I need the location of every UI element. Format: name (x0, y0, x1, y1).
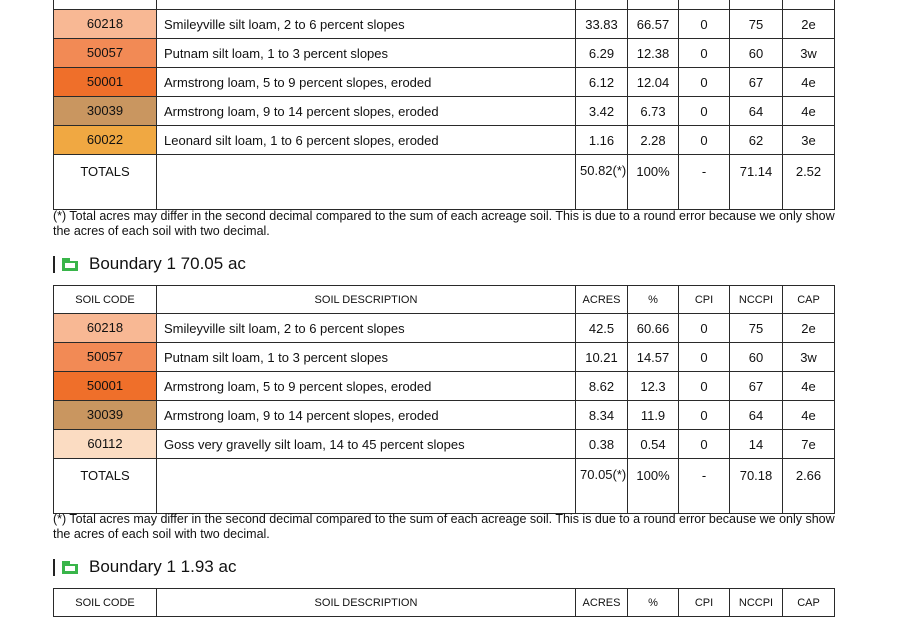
header-acres: ACRES (576, 286, 628, 314)
percent-cell: 60.66 (628, 314, 679, 343)
percent-cell: 6.73 (628, 97, 679, 126)
cpi-cell: 0 (679, 10, 730, 39)
acres-cell: 6.12 (576, 68, 628, 97)
rounding-note: (*) Total acres may differ in the second decimal compared to the sum of each acreage soil. This is due to a round error because we only show the acres of each soil with two decimal. (53, 209, 835, 238)
table-row (54, 314, 835, 343)
percent-cell: 12.38 (628, 39, 679, 68)
soil-description-cell: Armstrong loam, 9 to 14 percent slopes, eroded (157, 401, 576, 430)
header-percent: % (628, 286, 679, 314)
soil-color-swatch: 60218 (54, 314, 156, 342)
header-soil-code: SOIL CODE (54, 286, 157, 314)
cpi-cell: 0 (679, 314, 730, 343)
table-row (54, 97, 835, 126)
empty-cell (157, 459, 576, 514)
total-percent-cell: 100% (628, 155, 679, 210)
soil-code-cell (54, 126, 157, 155)
header-cpi: CPI (679, 589, 730, 617)
table-row (54, 10, 835, 39)
soil-code-cell (54, 97, 157, 126)
percent-cell: 12.3 (628, 372, 679, 401)
cap-cell: 4e (783, 68, 835, 97)
soil-table-2 (53, 285, 835, 514)
nccpi-cell: 67 (730, 372, 783, 401)
header-acres (576, 0, 628, 10)
total-percent-cell: 100% (628, 459, 679, 514)
soil-color-swatch: 50001 (54, 372, 156, 400)
soil-code-cell (54, 314, 157, 343)
cap-cell: 3e (783, 126, 835, 155)
acres-cell: 3.42 (576, 97, 628, 126)
header-nccpi: NCCPI (730, 286, 783, 314)
acres-cell: 8.62 (576, 372, 628, 401)
soil-code-cell (54, 343, 157, 372)
soil-color-swatch: 50057 (54, 343, 156, 371)
total-cap-cell: 2.66 (783, 459, 835, 514)
nccpi-cell: 67 (730, 68, 783, 97)
acres-cell: 8.34 (576, 401, 628, 430)
nccpi-cell: 64 (730, 401, 783, 430)
soil-description-cell: Armstrong loam, 5 to 9 percent slopes, eroded (157, 372, 576, 401)
header-cap: CAP (783, 286, 835, 314)
nccpi-cell: 64 (730, 97, 783, 126)
totals-label: TOTALS (54, 459, 157, 514)
cap-cell: 7e (783, 430, 835, 459)
boundary-title: Boundary 1 70.05 ac (89, 254, 246, 273)
soil-code-cell (54, 10, 157, 39)
percent-cell: 0.54 (628, 430, 679, 459)
heading-divider (53, 559, 55, 576)
header-cap (783, 0, 835, 10)
soil-code-cell (54, 401, 157, 430)
soil-color-swatch: 50001 (54, 68, 156, 96)
soil-code-cell (54, 68, 157, 97)
totals-label: TOTALS (54, 155, 157, 210)
soil-table-1 (53, 0, 835, 210)
boundary-title: Boundary 1 1.93 ac (89, 557, 237, 576)
percent-cell: 2.28 (628, 126, 679, 155)
soil-description-cell: Smileyville silt loam, 2 to 6 percent slopes (157, 10, 576, 39)
acres-cell: 42.5 (576, 314, 628, 343)
nccpi-cell: 75 (730, 314, 783, 343)
table-header-row (54, 0, 835, 10)
header-soil-description: SOIL DESCRIPTION (157, 286, 576, 314)
header-soil-code: SOIL CODE (54, 589, 157, 617)
total-cpi-cell: - (679, 459, 730, 514)
header-cpi (679, 0, 730, 10)
header-percent: % (628, 589, 679, 617)
soil-color-swatch: 60112 (54, 430, 156, 458)
cap-cell: 4e (783, 401, 835, 430)
acres-cell: 33.83 (576, 10, 628, 39)
header-cpi: CPI (679, 286, 730, 314)
soil-code-cell (54, 39, 157, 68)
totals-row (54, 155, 835, 210)
table-row (54, 372, 835, 401)
header-percent (628, 0, 679, 10)
percent-cell: 11.9 (628, 401, 679, 430)
percent-cell: 14.57 (628, 343, 679, 372)
cpi-cell: 0 (679, 68, 730, 97)
boundary-heading (53, 252, 246, 276)
cap-cell: 2e (783, 10, 835, 39)
header-soil-description: SOIL DESCRIPTION (157, 589, 576, 617)
nccpi-cell: 75 (730, 10, 783, 39)
percent-cell: 12.04 (628, 68, 679, 97)
table-row (54, 430, 835, 459)
soil-description-cell: Armstrong loam, 5 to 9 percent slopes, eroded (157, 68, 576, 97)
header-acres: ACRES (576, 589, 628, 617)
table-row (54, 68, 835, 97)
table-row (54, 126, 835, 155)
cap-cell: 2e (783, 314, 835, 343)
boundary-icon (61, 256, 79, 272)
header-nccpi (730, 0, 783, 10)
soil-code-cell (54, 430, 157, 459)
cap-cell: 3w (783, 343, 835, 372)
heading-divider (53, 256, 55, 273)
soil-description-cell: Armstrong loam, 9 to 14 percent slopes, eroded (157, 97, 576, 126)
soil-description-cell: Putnam silt loam, 1 to 3 percent slopes (157, 39, 576, 68)
soil-color-swatch: 50057 (54, 39, 156, 67)
total-acres-cell: 70.05(*) (576, 459, 628, 514)
totals-row (54, 459, 835, 514)
soil-description-cell: Goss very gravelly silt loam, 14 to 45 percent slopes (157, 430, 576, 459)
cpi-cell: 0 (679, 430, 730, 459)
total-acres-cell: 50.82(*) (576, 155, 628, 210)
table-row (54, 401, 835, 430)
table-row (54, 343, 835, 372)
soil-color-swatch: 30039 (54, 97, 156, 125)
cpi-cell: 0 (679, 39, 730, 68)
total-nccpi-cell: 71.14 (730, 155, 783, 210)
soil-description-cell: Putnam silt loam, 1 to 3 percent slopes (157, 343, 576, 372)
soil-color-swatch: 60218 (54, 10, 156, 38)
header-nccpi: NCCPI (730, 589, 783, 617)
nccpi-cell: 60 (730, 343, 783, 372)
cap-cell: 4e (783, 97, 835, 126)
nccpi-cell: 14 (730, 430, 783, 459)
soil-description-cell: Leonard silt loam, 1 to 6 percent slopes, eroded (157, 126, 576, 155)
nccpi-cell: 60 (730, 39, 783, 68)
soil-table-3 (53, 588, 835, 617)
table-header-row (54, 286, 835, 314)
acres-cell: 6.29 (576, 39, 628, 68)
cpi-cell: 0 (679, 343, 730, 372)
table-header-row (54, 589, 835, 617)
cap-cell: 4e (783, 372, 835, 401)
total-nccpi-cell: 70.18 (730, 459, 783, 514)
cpi-cell: 0 (679, 126, 730, 155)
soil-color-swatch: 30039 (54, 401, 156, 429)
total-cpi-cell: - (679, 155, 730, 210)
total-cap-cell: 2.52 (783, 155, 835, 210)
cap-cell: 3w (783, 39, 835, 68)
header-cap: CAP (783, 589, 835, 617)
empty-cell (157, 155, 576, 210)
acres-cell: 1.16 (576, 126, 628, 155)
soil-color-swatch: 60022 (54, 126, 156, 154)
header-soil-code (54, 0, 157, 10)
boundary-icon (61, 559, 79, 575)
cpi-cell: 0 (679, 401, 730, 430)
acres-cell: 10.21 (576, 343, 628, 372)
cpi-cell: 0 (679, 372, 730, 401)
percent-cell: 66.57 (628, 10, 679, 39)
nccpi-cell: 62 (730, 126, 783, 155)
cpi-cell: 0 (679, 97, 730, 126)
soil-description-cell: Smileyville silt loam, 2 to 6 percent slopes (157, 314, 576, 343)
header-soil-description (157, 0, 576, 10)
table-row (54, 39, 835, 68)
rounding-note: (*) Total acres may differ in the second decimal compared to the sum of each acreage soil. This is due to a round error because we only show the acres of each soil with two decimal. (53, 512, 835, 541)
soil-code-cell (54, 372, 157, 401)
boundary-heading (53, 555, 236, 579)
acres-cell: 0.38 (576, 430, 628, 459)
